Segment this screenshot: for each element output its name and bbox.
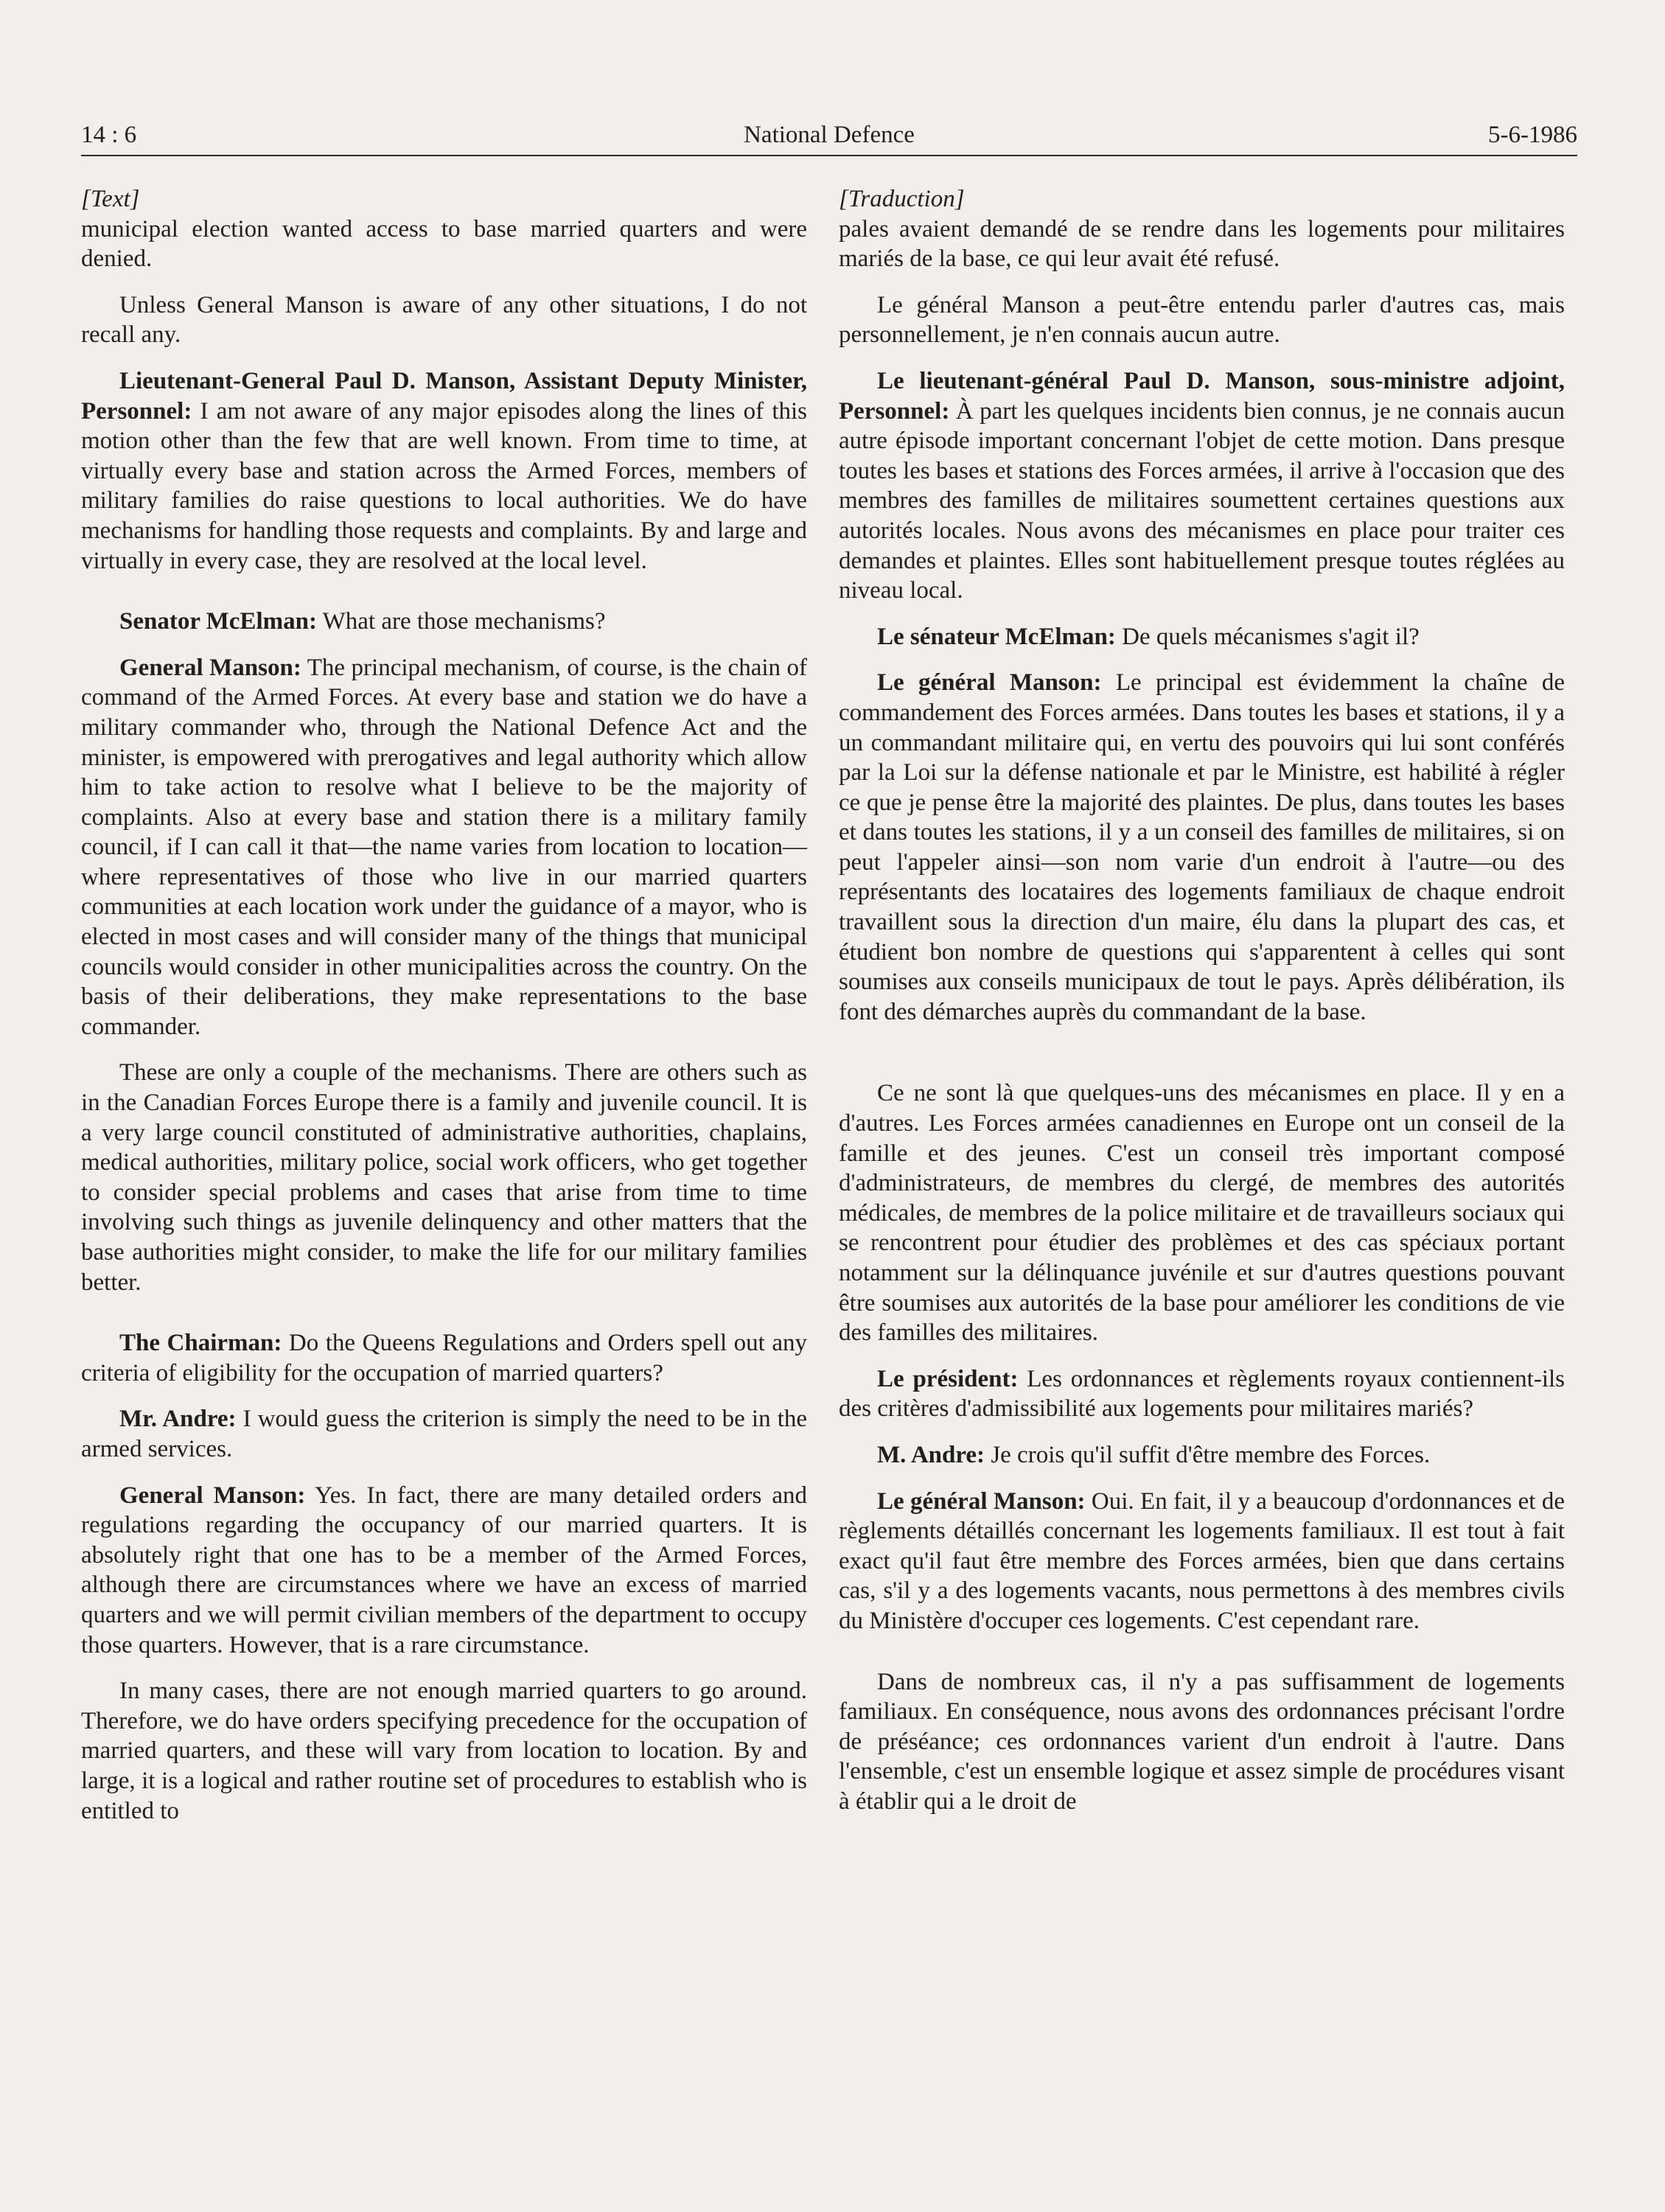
speaker-name: The Chairman: (119, 1330, 282, 1357)
speaker-name: Le lieutenant-général Paul D. Manson, sous-ministre adjoint, Personnel: (839, 367, 1565, 425)
paragraph: Le général Manson: Oui. En fait, il y a beaucoup d'ordonnances et de règlements détaillés concernant les logements familiaux. Il est tout à fait exact qu'il faut être membre des Forces armées, bien que dans certains cas, s'il y a des logements vacants, nous permettons à des membres civils du Ministère d'occuper ces logements. C'est cependant rare. (839, 1487, 1565, 1634)
paragraph: These are only a couple of the mechanisms. There are others such as in the Canadian Forces Europe there is a family and juvenile council. It is a very large council constituted of administrative authorities, chaplains, medical authorities, military police, social work officers, who get together to consider special problems and cases that arise from time to time involving such things as juvenile delinquency and other matters that the base authorities might consider, to make the life for our military families better. (81, 1059, 807, 1296)
paragraph: General Manson: Yes. In fact, there are many detailed orders and regulations regarding the occupancy of our married quarters. It is absolutely right that one has to be a member of the Armed Forces, although there are circumstances where we have an excess of married quarters and we will permit civilian members of the department to occupy those quarters. However, that is a rare circumstance. (81, 1482, 807, 1658)
paragraph: Senator McElman: What are those mechanisms? (119, 608, 606, 635)
english-column (81, 184, 807, 1842)
paragraph: Le général Manson: Le principal est évidemment la chaîne de commandement des Forces armées. Dans toutes les bases et stations, il y a un commandant militaire qui, en vertu des pouvoirs qui lui sont conférés par la Loi sur la défense nationale et par le Ministre, est habilité à régler ce que je pense être la majorité des plaintes. De plus, dans toutes les bases et dans toutes les stations, il y a un conseil des familles de militaires, si on peut l'appeler ainsi—son nom varie d'un endroit à l'autre—ou des représentants des locataires des logements familiaux de chaque endroit travaillent sous la direction d'un maire, élu dans la plupart des cas, et étudient bon nombre de questions qui s'apparentent à celles qui sont soumises aux conseils municipaux de tout le pays. Après délibération, ils font des démarches auprès du commandant de la base. (839, 669, 1565, 1025)
paragraph: The Chairman: Do the Queens Regulations and Orders spell out any criteria of eligibility for the occupation of married quarters? (81, 1330, 807, 1386)
speaker-name: Mr. Andre: (119, 1406, 237, 1433)
header-rule (81, 155, 1577, 156)
speaker-name: Le général Manson: (877, 669, 1102, 697)
page-title: National Defence (744, 122, 915, 148)
speaker-name: Senator McElman: (119, 608, 317, 635)
page-date: 5-6-1986 (1488, 122, 1577, 148)
paragraph: M. Andre: Je crois qu'il suffit d'être membre des Forces. (877, 1441, 1431, 1468)
paragraph: pales avaient demandé de se rendre dans les logements pour militaires mariés de la base, ce qui leur avait été refusé. (839, 215, 1565, 273)
paragraph: Le sénateur McElman: De quels mécanismes s'agit il? (877, 623, 1420, 650)
speaker-name: Le président: (877, 1365, 1019, 1392)
speaker-name: M. Andre: (877, 1441, 985, 1468)
speaker-name: Lieutenant-General Paul D. Manson, Assistant Deputy Minister, Personnel: (81, 367, 807, 425)
paragraph: municipal election wanted access to base married quarters and were denied. (81, 215, 807, 273)
paragraph: Le président: Les ordonnances et règlements royaux contiennent-ils des critères d'admissibilité aux logements pour militaires mariés? (839, 1365, 1565, 1423)
paragraph: Dans de nombreux cas, il n'y a pas suffisamment de logements familiaux. En conséquence, nous avons des ordonnances précisant l'ordre de préséance; ces ordonnances varient d'un endroit à l'autre. Dans l'ensemble, c'est un ensemble logique et assez simple de procédures visant à établir qui a le droit de (839, 1668, 1565, 1815)
paragraph: Ce ne sont là que quelques-uns des mécanismes en place. Il y en a d'autres. Les Forces armées canadiennes en Europe ont un conseil de la famille et des jeunes. C'est un conseil très important composé d'administrateurs, de membres du clergé, de membres des autorités médicales, de membres de la police militaire et de travailleurs sociaux qui se rencontrent pour étudier des problèmes et des cas spéciaux portant notamment sur la délinquance juvénile et sur d'autres questions pouvant être soumises aux autorités de la base pour améliorer les conditions de vie des familles des militaires. (839, 1080, 1565, 1347)
paragraph: Unless General Manson is aware of any other situations, I do not recall any. (81, 291, 807, 349)
page-number: 14 : 6 (81, 122, 137, 148)
speaker-name: General Manson: (119, 1482, 306, 1509)
paragraph: Le général Manson a peut-être entendu parler d'autres cas, mais personnellement, je n'en connais aucun autre. (839, 291, 1565, 349)
paragraph: In many cases, there are not enough married quarters to go around. Therefore, we do have orders specifying precedence for the occupation of married quarters, and these will vary from location to location. By and large, it is a logical and rather routine set of procedures to establish who is entitled to (81, 1678, 807, 1824)
language-label: [Text] (81, 186, 140, 212)
language-label: [Traduction] (839, 186, 965, 212)
speaker-name: Le sénateur McElman: (877, 623, 1116, 650)
paragraph: Mr. Andre: I would guess the criterion is simply the need to be in the armed services. (81, 1406, 808, 1462)
french-column (839, 184, 1565, 1833)
speaker-name: Le général Manson: (877, 1487, 1086, 1515)
paragraph: General Manson: The principal mechanism, of course, is the chain of command of the Armed Forces. At every base and station we do have a military commander who, through the National Defence Act and the minister, is empowered with prerogatives and legal authority which allow him to take action to resolve what I believe to be the majority of complaints. Also at every base and station there is a military family council, if I can call it that—the name varies from location to location—where representatives of those who live in our married quarters communities at each location work under the guidance of a mayor, who is elected in most cases and will consider many of the things that municipal councils would consider in other municipalities across the country. On the basis of their deliberations, they make representations to the base commander. (81, 654, 807, 1040)
paragraph: Le lieutenant-général Paul D. Manson, sous-ministre adjoint, Personnel: À part les quelques incidents bien connus, je ne connais aucun autre épisode important concernant l'objet de cette motion. Dans presque toutes les bases et stations des Forces armées, il arrive à l'occasion que des membres des familles de militaires soumettent certaines questions aux autorités locales. Nous avons des mécanismes en place pour traiter ces demandes et plaintes. Elles sont habituellement presque toutes réglées au niveau local. (839, 367, 1565, 604)
speaker-name: General Manson: (119, 654, 301, 681)
paragraph: Lieutenant-General Paul D. Manson, Assistant Deputy Minister, Personnel: I am not aware of any major episodes along the lines of this motion other than the few that are well known. From time to time, at virtually every base and station across the Armed Forces, members of military families do raise questions to local authorities. We do have mechanisms for handling those requests and complaints. By and large and virtually in every case, they are resolved at the local level. (81, 367, 807, 574)
page-header (81, 122, 1577, 158)
